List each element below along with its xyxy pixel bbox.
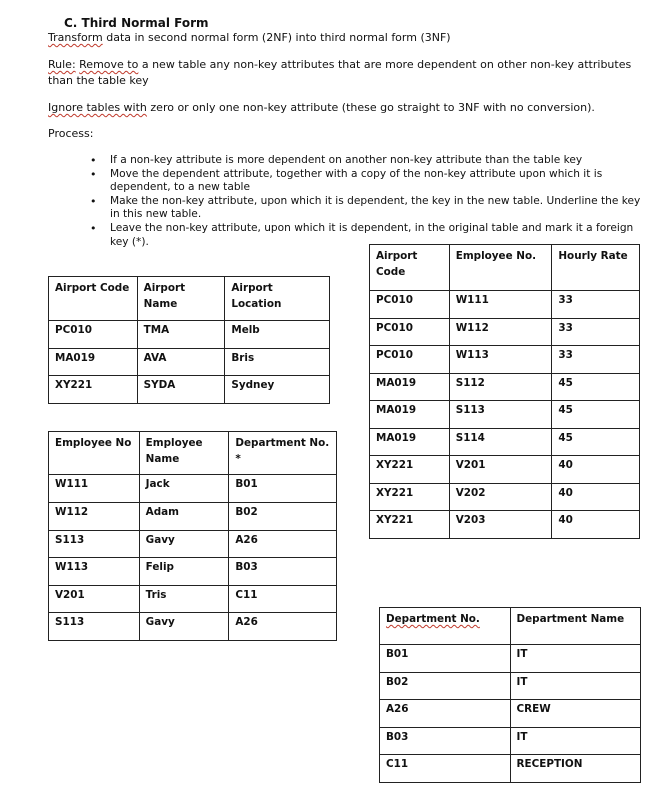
table-cell: 33 [552, 291, 640, 319]
table-cell: AVA [137, 349, 225, 376]
table-cell: B02 [380, 673, 511, 700]
table-cell: W111 [449, 291, 552, 319]
table-cell: W112 [449, 319, 552, 346]
table-header: Hourly Rate [552, 245, 640, 291]
table-cell: A26 [380, 700, 511, 728]
table-cell: Felip [139, 558, 229, 586]
ignore-words: Ignore tables with [48, 101, 147, 114]
table-header: Department Name [510, 608, 641, 645]
table-cell: Gavy [139, 613, 229, 641]
table-cell: V201 [49, 586, 140, 613]
table-cell: W111 [49, 475, 140, 503]
table-cell: V201 [449, 456, 552, 484]
table-cell: C11 [229, 586, 337, 613]
table-cell: A26 [229, 613, 337, 641]
ignore-paragraph [48, 100, 595, 116]
hourly-rate-table [369, 244, 640, 539]
transform-word: Transform [48, 31, 103, 44]
table-cell: IT [510, 673, 641, 700]
table-cell: 45 [552, 429, 640, 456]
table-cell: IT [510, 645, 641, 673]
table-cell: B02 [229, 503, 337, 531]
table-row [370, 346, 640, 374]
table-cell: XY221 [370, 456, 450, 484]
table-cell: Tris [139, 586, 229, 613]
employee-table [48, 431, 337, 641]
table-row [49, 376, 330, 404]
rule-text: a new table any non-key attributes that are more dependent on other non-key attributes [138, 58, 632, 71]
department-table [379, 607, 641, 783]
table-cell: W113 [49, 558, 140, 586]
table-row [49, 558, 337, 586]
list-item: • If a non-key attribute is more dependent on another non-key attribute than the table key [92, 154, 644, 168]
table-row [49, 321, 330, 349]
table-cell: SYDA [137, 376, 225, 404]
table-cell: Sydney [225, 376, 330, 404]
table-cell: B03 [380, 728, 511, 755]
table-cell: TMA [137, 321, 225, 349]
table-row [370, 511, 640, 539]
table-cell: CREW [510, 700, 641, 728]
table-row [370, 429, 640, 456]
table-header: Airport Location [225, 277, 330, 321]
table-row [370, 319, 640, 346]
process-bullet-list [92, 154, 644, 249]
rule-remove-to: Remove to [79, 58, 139, 71]
table-cell: S113 [449, 401, 552, 429]
airport-table [48, 276, 330, 404]
table-cell: MA019 [49, 349, 138, 376]
table-cell: S114 [449, 429, 552, 456]
table-cell: Jack [139, 475, 229, 503]
list-item: • Move the dependent attribute, together with a copy of the non-key attribute upon which it is dependent, to a new table [92, 168, 644, 195]
table-header [380, 608, 511, 645]
table-cell: S113 [49, 613, 140, 641]
table-header: Employee No. [449, 245, 552, 291]
table-header: Airport Code [370, 245, 450, 291]
table-cell: Bris [225, 349, 330, 376]
rule-text-line2: than the table key [48, 74, 149, 87]
table-cell: C11 [380, 755, 511, 783]
table-cell: V202 [449, 484, 552, 511]
transform-paragraph [48, 30, 451, 46]
table-header: Employee Name [139, 432, 229, 475]
table-cell: RECEPTION [510, 755, 641, 783]
table-row [380, 700, 641, 728]
table-row [370, 401, 640, 429]
department-no-key: Department No. [386, 613, 480, 625]
section-title: C. Third Normal Form [64, 16, 209, 30]
table-row [49, 586, 337, 613]
rule-word: Rule: [48, 58, 76, 71]
table-cell: Gavy [139, 531, 229, 558]
table-row [49, 531, 337, 558]
table-cell: V203 [449, 511, 552, 539]
table-row [380, 728, 641, 755]
table-cell: XY221 [370, 484, 450, 511]
table-header: Employee No [49, 432, 140, 475]
table-row [370, 456, 640, 484]
list-item: • Leave the non-key attribute, upon which it is dependent, in the original table and mark it a foreign key (*). [92, 222, 644, 249]
table-cell: 40 [552, 511, 640, 539]
table-row [49, 349, 330, 376]
table-cell: B01 [380, 645, 511, 673]
rule-paragraph [48, 57, 648, 89]
list-item: • Make the non-key attribute, upon which it is dependent, the key in the new table. Underline the key in this new table. [92, 195, 644, 222]
table-cell: PC010 [49, 321, 138, 349]
table-row [370, 291, 640, 319]
ignore-text: zero or only one non-key attribute (these go straight to 3NF with no conversion). [146, 101, 595, 114]
table-row [380, 645, 641, 673]
table-cell: S112 [449, 374, 552, 401]
table-cell: 45 [552, 374, 640, 401]
table-cell: W113 [449, 346, 552, 374]
table-cell: 33 [552, 346, 640, 374]
table-cell: Adam [139, 503, 229, 531]
table-cell: 33 [552, 319, 640, 346]
table-header: Airport Name [137, 277, 225, 321]
table-cell: MA019 [370, 429, 450, 456]
table-row [49, 613, 337, 641]
table-cell: PC010 [370, 319, 450, 346]
table-row [370, 484, 640, 511]
table-cell: W112 [49, 503, 140, 531]
table-cell: MA019 [370, 401, 450, 429]
table-cell: A26 [229, 531, 337, 558]
table-cell: Melb [225, 321, 330, 349]
table-cell: 40 [552, 456, 640, 484]
table-header: Department No. * [229, 432, 337, 475]
table-cell: 45 [552, 401, 640, 429]
table-row [380, 755, 641, 783]
table-header: Airport Code [49, 277, 138, 321]
process-label: Process: [48, 127, 94, 140]
table-cell: XY221 [49, 376, 138, 404]
table-cell: IT [510, 728, 641, 755]
table-cell: PC010 [370, 291, 450, 319]
table-cell: S113 [49, 531, 140, 558]
transform-text: data in second normal form (2NF) into third normal form (3NF) [102, 31, 451, 44]
table-row [49, 503, 337, 531]
table-cell: B03 [229, 558, 337, 586]
table-cell: 40 [552, 484, 640, 511]
table-cell: XY221 [370, 511, 450, 539]
table-cell: B01 [229, 475, 337, 503]
table-row [49, 475, 337, 503]
table-row [370, 374, 640, 401]
table-row [380, 673, 641, 700]
table-cell: PC010 [370, 346, 450, 374]
table-cell: MA019 [370, 374, 450, 401]
